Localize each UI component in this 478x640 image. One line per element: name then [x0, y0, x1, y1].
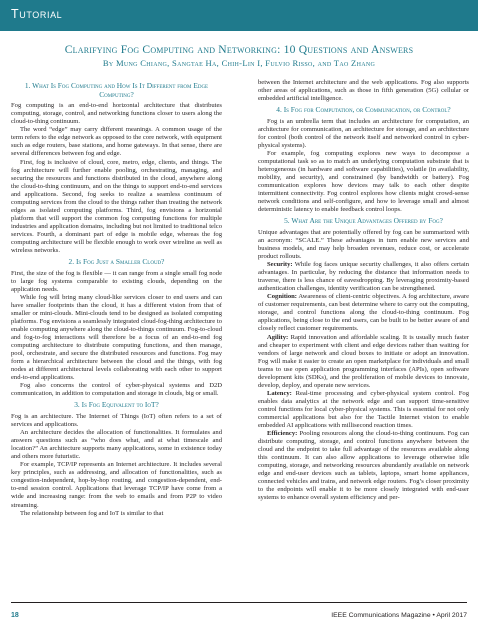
paragraph-text: Awareness of client-centric objectives. A fog architecture, aware of customer requirements, can best determine where to carry out the computing, storage, and control functions along the cloud-to-thing continuum. Fog applications, being close to the end users, can be built to be better aware of and closely reflect customer requirements. [258, 293, 469, 333]
section-heading: 3. Is Fog Equivalent to IoT? [74, 400, 159, 410]
body-paragraph [258, 293, 469, 333]
body-paragraph [258, 261, 469, 293]
section-label: Tutorial [11, 7, 63, 21]
body-paragraph: First, fog is inclusive of cloud, core, metro, edge, clients, and things. The fog architecture will further enable pooling, orchestrating, managing, and securing the resources and functions distributed in the cloud, anywhere along the cloud-to-thing continuum, and on the things to support end-to-end services and applications. Second, fog seeks to realize a seamless continuum of computing services from the cloud to the things rather than treating the network edges as isolated computing platforms. Third, fog envisions a horizontal platform that will support the common fog computing functions for multiple industries and application domains, including but not limited to traditional telco services. Fourth, a dominant part of edge is mobile edge, whereas the fog computing architecture will be flexible enough to work over wireline as well as wireless networks. [11, 158, 222, 255]
paragraph-lead: Security: [267, 261, 293, 269]
footer-divider [11, 602, 467, 603]
paragraph-text: Rapid innovation and affordable scaling. It is usually much faster and cheaper to experiment with client and edge devices rather than waiting for vendors of large network and cloud boxes to initiate or adopt an innovation. Fog will make it easier to create an open marketplace for individuals and small teams to use open application programming interfaces (APIs), open software development kits (SDKs), and the proliferation of mobile devices to innovate, develop, deploy, and operate new services. [258, 333, 469, 389]
section-heading: 4. Is Fog for Computation, or Communication, or Control? [276, 105, 451, 115]
body-paragraph: First, the size of the fog is flexible — it can range from a single small fog node to large fog systems comparable to existing clouds, depending on the application needs. [11, 269, 222, 293]
body-paragraph [258, 430, 469, 502]
page-number: 18 [11, 612, 19, 619]
section-heading: 1. What Is Fog Computing and How Is It Different from Edge Computing? [24, 82, 209, 99]
body-paragraph: The relationship between fog and IoT is similar to that [20, 509, 164, 517]
paragraph-lead: Agility: [267, 333, 289, 341]
body-paragraph: For example, TCP/IP represents an Internet architecture. It includes several key principles, such as addressing, and allocation of functionalities, such as congestion-independent, hop-by-hop routing, and congestion-dependent, end-to-end session control. Applications that leverage TCP/IP have come from a wide and increasing range: from the web to emails and from P2P to video streaming. [11, 461, 222, 509]
article-title: Clarifying Fog Computing and Networking: 10 Questions and Answers [64, 43, 414, 56]
body-paragraph: The word “edge” may carry different meanings. A common usage of the term refers to the edge network as opposed to the core network, with equipment such as edge routers, base stations, and home gateways. In that sense, there are several differences between fog and edge. [11, 126, 222, 158]
body-paragraph: Fog also concerns the control of cyber-physical systems and D2D communication, in addition to computation and storage in clouds, big or small. [11, 382, 222, 398]
paragraph-text: Pooling resources along the cloud-to-thing continuum. Fog can distribute computing, storage, and control functions anywhere between the cloud and the endpoint to take full advantage of the resources available along this continuum. It can also allow applications to leverage otherwise idle computing, storage, and networking resources abundantly available on network edge and end-user devices such as tablets, laptops, smart home appliances, connected vehicles and trains, and network edge routers. Fog’s closer proximity to the endpoints will enable it to be more closely integrated with end-user systems to enhance overall system efficiency and per- [258, 430, 469, 502]
paragraph-text: Real-time processing and cyber-physical system control. Fog enables data analytics at the network edge and can support time-sensitive control functions for local cyber-physical systems. This is essential for not only commercial applications but also for the Tactile Internet vision to enable embedded AI applications with millisecond reaction times. [258, 389, 469, 430]
body-paragraph: Fog is an umbrella term that includes an architecture for computation, an architecture for communication, an architecture for storage, and an architecture for control (both control of the network itself and networked control in cyber-physical systems). [258, 117, 469, 149]
body-paragraph: Fog computing is an end-to-end horizontal architecture that distributes computing, storage, control, and networking functions closer to users along the cloud-to-thing continuum. [11, 102, 222, 126]
body-paragraph: between the Internet architecture and the web applications. Fog also supports other areas of applications, such as those in fifth generation (5G) cellular or embedded artificial intelligence. [258, 79, 469, 103]
section-heading: 5. What Are the Unique Advantages Offered by Fog? [284, 216, 443, 226]
body-paragraph [258, 390, 469, 430]
body-paragraph: Unique advantages that are potentially offered by fog can be summarized with an acronym: “SCALE.” These advantages in turn enable new services and business models, and may help broaden revenues, reduce cost, or accelerate product rollouts. [258, 228, 469, 261]
section-banner [0, 0, 478, 31]
left-column [11, 82, 222, 597]
right-column [258, 79, 469, 594]
body-paragraph: While fog will bring many cloud-like services closer to end users and can have smaller footprints than the cloud, it has a different vision from that of smaller or mini-clouds. Mini-clouds tend to be designed as isolated computing platforms. Fog envisions a seamlessly integrated cloud-fog-thing architecture to enable computing anywhere along the cloud-to-things continuum. Fog-to-cloud and fog-to-fog interactions will therefore be a focus of an end-to-end fog computing architecture to distribute computing functions, and then manage, pool, orchestrate, and secure the distributed resources and functions. Fog may form a hierarchical architecture between the cloud and the things, with fog nodes at different architectural levels collaborating with each other to support end-to-end applications. [11, 293, 222, 382]
article-authors: By Mung Chiang, Sangtae Ha, Chih-Lin I, Fulvio Risso, and Tao Zhang [102, 58, 376, 68]
magazine-footer: IEEE Communications Magazine • April 2017 [331, 612, 467, 619]
paragraph-lead: Cognition: [267, 293, 297, 301]
body-paragraph: For example, fog computing explores new ways to decompose a computational task so as to match an underlying computation substrate that is heterogeneous (in hardware and software capabilities), volatile (in availability, mobility, and security), and constrained (by bandwidth or battery). Fog communication explores how devices may talk to each other despite intermittent connectivity. Fog control explores how clients might crowd-sense network conditions and self-configure, and how to leverage small and almost deterministic latency to enable feedback control loops. [258, 149, 469, 214]
body-paragraph [258, 334, 469, 390]
section-heading: 2. Is Fog Just a Smaller Cloud? [68, 257, 165, 267]
body-paragraph: An architecture decides the allocation of functionalities. It formulates and answers questions such as “who does what, and at what timescale and location?” An architecture supports many applications, some in existence today and others more futuristic. [11, 429, 222, 461]
paragraph-lead: Efficiency: [267, 430, 298, 438]
paragraph-text: While fog faces unique security challenges, it also offers certain advantages. In particular, by reducing the distance that information needs to traverse, there is less chance of eavesdropping. By leveraging proximity-based authentication challenges, identity verification can be strengthened. [258, 261, 469, 293]
paragraph-lead: Latency: [267, 389, 292, 397]
body-paragraph: Fog is an architecture. The Internet of Things (IoT) often refers to a set of services and applications. [11, 413, 222, 429]
